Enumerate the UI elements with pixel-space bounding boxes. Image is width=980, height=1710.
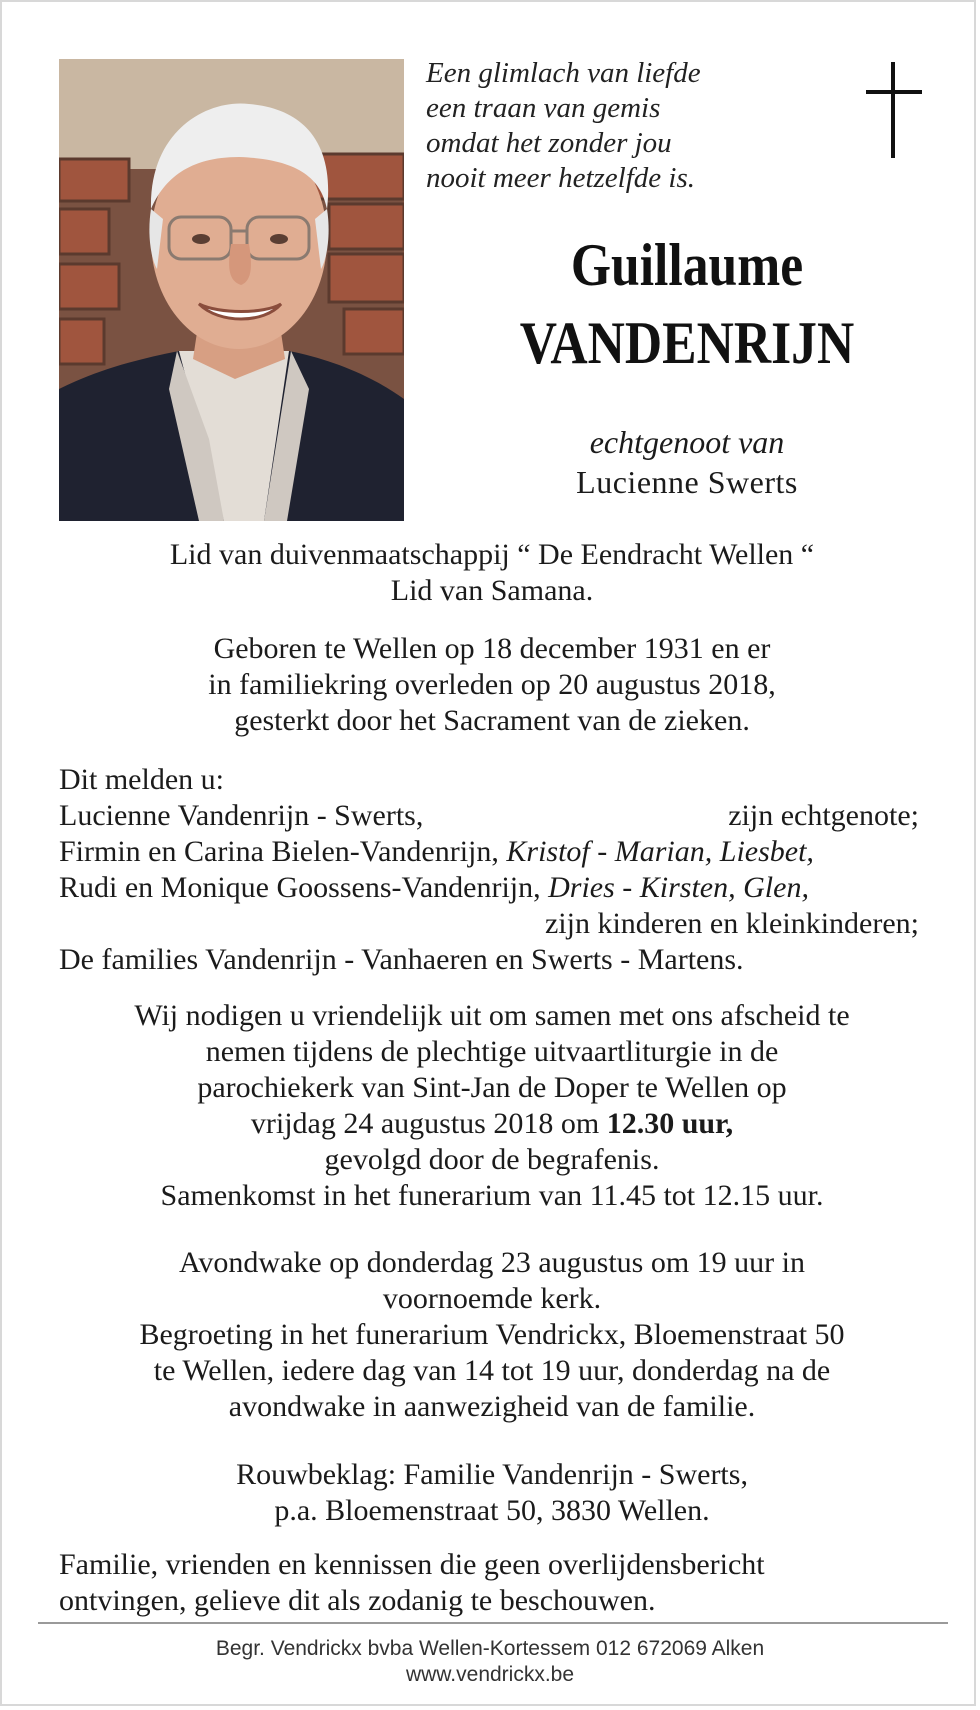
child-parents: Rudi en Monique Goossens-Vandenrijn, xyxy=(59,871,541,904)
poem-line: een traan van gemis xyxy=(426,92,661,124)
spouse-name: Lucienne Swerts xyxy=(576,464,798,500)
child-row xyxy=(59,834,919,870)
widow-name: Lucienne Vandenrijn - Swerts, xyxy=(59,799,424,832)
ceremony-date: vrijdag 24 augustus 2018 om xyxy=(250,1107,607,1140)
poem-line: nooit meer hetzelfde is. xyxy=(426,162,696,194)
life-line: in familiekring overleden op 20 augustus 2018, xyxy=(208,668,776,701)
wake-line: Avondwake op donderdag 23 augustus om 19 uur in xyxy=(178,1246,805,1279)
condolences-line: p.a. Bloemenstraat 50, 3830 Wellen. xyxy=(274,1494,710,1527)
membership-line: Lid van Samana. xyxy=(390,574,594,607)
deceased-last-name: VANDENRIJN xyxy=(519,310,855,376)
notice-line: ontvingen, gelieve dit als zodanig te beschouwen. xyxy=(59,1584,656,1617)
widow-row xyxy=(59,798,919,834)
condolences-line: Rouwbeklag: Familie Vandenrijn - Swerts, xyxy=(236,1458,748,1491)
families-line: De families Vandenrijn - Vanhaeren en Swerts - Martens. xyxy=(59,943,744,976)
poem xyxy=(426,56,766,196)
family-intro: Dit melden u: xyxy=(59,763,224,796)
grandchildren: Dries - Kirsten, Glen, xyxy=(548,871,809,904)
widow-role: zijn echtgenote; xyxy=(728,799,919,832)
cross-icon xyxy=(866,62,924,162)
wake-line: avondwake in aanwezigheid van de familie. xyxy=(228,1390,756,1423)
poem-line: omdat het zonder jou xyxy=(426,127,672,159)
footer-divider xyxy=(38,1622,948,1624)
ceremony-line: Wij nodigen u vriendelijk uit om samen met ons afscheid te xyxy=(134,999,850,1032)
ceremony-date-line xyxy=(52,1106,932,1142)
ceremony-line: nemen tijdens de plechtige uitvaartliturgie in de xyxy=(205,1035,779,1068)
ceremony-line: Samenkomst in het funerarium van 11.45 tot 12.15 uur. xyxy=(160,1179,824,1212)
notice xyxy=(59,1547,929,1619)
child-row xyxy=(59,870,919,906)
poem-line: Een glimlach van liefde xyxy=(426,57,701,89)
grandchildren: Kristof - Marian, Liesbet, xyxy=(506,835,814,868)
portrait-photo xyxy=(59,59,404,521)
wake-line: Begroeting in het funerarium Vendrickx, Bloemenstraat 50 xyxy=(139,1318,845,1351)
ceremony-line: parochiekerk van Sint-Jan de Doper te Wellen op xyxy=(197,1071,787,1104)
life-details xyxy=(52,631,932,739)
notice-line: Familie, vrienden en kennissen die geen overlijdensbericht xyxy=(59,1548,765,1581)
family-announcement xyxy=(59,762,919,978)
spouse-label: echtgenoot van xyxy=(589,424,785,460)
funeral-home-info: Begr. Vendrickx bvba Wellen-Kortessem 012 672069 Alken xyxy=(215,1637,765,1660)
wake-line: te Wellen, iedere dag van 14 tot 19 uur, donderdag na de xyxy=(153,1354,831,1387)
funeral-home-website[interactable]: www.vendrickx.be xyxy=(405,1663,575,1686)
children-role: zijn kinderen en kleinkinderen; xyxy=(544,907,919,940)
child-parents: Firmin en Carina Bielen-Vandenrijn, xyxy=(59,835,499,868)
ceremony-line: gevolgd door de begrafenis. xyxy=(324,1143,660,1176)
ceremony-time: 12.30 uur, xyxy=(606,1107,734,1140)
deceased-first-name: Guillaume xyxy=(570,232,804,298)
condolences xyxy=(52,1457,932,1529)
membership-line: Lid van duivenmaatschappij “ De Eendracht Wellen “ xyxy=(169,538,815,571)
wake-line: voornoemde kerk. xyxy=(382,1282,602,1315)
life-line: gesterkt door het Sacrament van de zieken. xyxy=(234,704,750,737)
life-line: Geboren te Wellen op 18 december 1931 en er xyxy=(213,632,771,665)
wake-details xyxy=(52,1245,932,1425)
ceremony-details xyxy=(52,998,932,1214)
memberships xyxy=(52,537,932,609)
